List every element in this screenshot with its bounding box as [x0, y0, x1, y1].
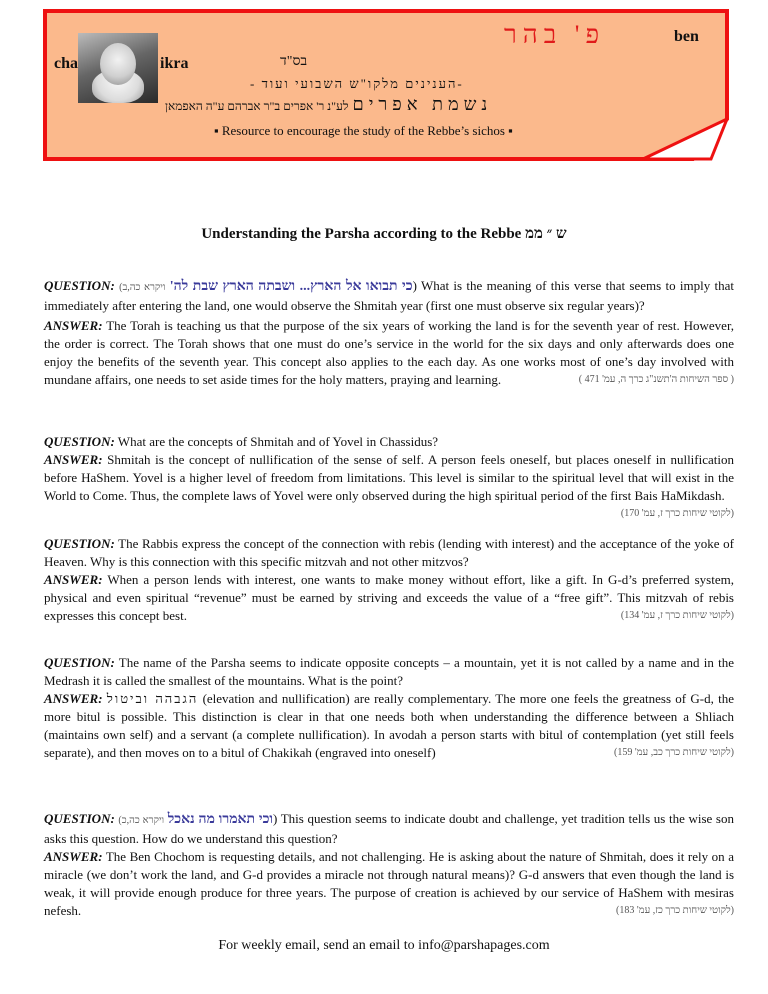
question-label: QUESTION: [44, 811, 115, 826]
question-text: The Rabbis express the concept of the connection with rebis (lending with interest) and the acceptance of the yoke of Heaven. Why is this connection with this specific mitzvah and not other mitzvos? [44, 536, 734, 569]
answer-text: (elevation and nullification) are really complementary. The more one feels the greatness of G-d, the more bitul is possible. This distinction is clear in that one needs both when understanding the difference between a Shliach (maintains own self) and a servant (a complete nullification). In avodah a person starts with bitul of contemplation (yet still feels separate), and then moves on to a bitul of Chakikah (engraved into oneself) [44, 691, 735, 760]
answer-text: The Torah is teaching us that the purpose of the six years of working the land is for the seventh year of rest. However, the order is correct. The Torah shows that one must do one’s service in the world for the six days and only afterwards does one enjoy the benefits of the seventh year. This concept also applies to the each day. As one works most of one’s day involved with mundane affairs, one needs to set aside times for the holy matters, praying and learning. [44, 318, 734, 387]
bsd-mark: בס"ד [280, 54, 308, 69]
page-title: Understanding the Parsha according to the Rebbe ש ״ ממ [201, 226, 567, 242]
question-label: QUESTION: [44, 536, 115, 551]
verse-hebrew: כי תבואו אל הארץ... ושבתה הארץ שבת לה' [169, 279, 413, 294]
qa-item-2 [44, 433, 734, 523]
dedication-main: נשמת אפרים [352, 94, 493, 114]
qa-item-4 [44, 654, 734, 762]
answer-2 [44, 451, 734, 519]
answer-4 [44, 690, 734, 762]
rebbe-portrait [78, 33, 158, 103]
question-label: QUESTION: [44, 278, 115, 293]
answer-source: (לקוטי שיחות כרך כב, עמ' 159) [613, 747, 734, 758]
dedication [165, 94, 492, 115]
question-5: QUESTION: (ויקרא כה,כ וכי תאמרו מה נאכל) This question seems to indicate doubt and challenge, yet tradition tells us the wise son asks this question. How do we understand this question? [44, 811, 734, 846]
question-text: The name of the Parsha seems to indicate opposite concepts – a mountain, yet it is not called by a name and in the Medrash it is called the smallest of the mountains. What is the point? [44, 655, 734, 688]
answer-label: ANSWER: [44, 572, 103, 587]
answer-label: ANSWER: [44, 691, 103, 706]
answer-3 [44, 571, 734, 625]
answer-source: (לקוטי שיחות כרך כז, עמ' 183) [616, 905, 734, 916]
subtitle-hebrew: -הענינים מלקו"ש השבועי ועוד - [250, 76, 464, 91]
answer-hebrew-term: הגבהה וביטול [106, 691, 199, 706]
vayikra-text: ikra [160, 55, 189, 72]
verse-source: (ויקרא כה,כ [118, 815, 165, 826]
question-1: QUESTION: (ויקרא כה,ב כי תבואו אל הארץ... ושבתה הארץ שבת לה') What is the meaning of this verse that seems to imply that immediately after entering the land, one would observe the Shmitah year (first one must observe six regular years)? [44, 278, 735, 313]
question-text: What is the meaning of this verse that seems to imply that immediately after entering the land, one would observe the Shmitah year (first one must observe six regular years)? [44, 278, 735, 313]
answer-text: When a person lends with interest, one wants to make money without effort, like a gift. In G-d’s preferred system, physical and even spiritual “revenue” must be earned by striving and exceeds the value of a “free gift”. This mitzvah of rebis expresses this concept best. [44, 572, 734, 623]
question-4 [44, 654, 734, 690]
answer-label: ANSWER: [44, 318, 103, 333]
verse-hebrew: וכי תאמרו מה נאכל [167, 812, 274, 827]
verse-source: (ויקרא כה,ב [119, 282, 166, 293]
resource-line: ▪ Resource to encourage the study of the Rebbe’s sichos ▪ [214, 123, 513, 138]
answer-label: ANSWER: [44, 452, 103, 467]
answer-source: (לקוטי שיחות כרך ז, עמ' 134) [620, 610, 734, 621]
question-label: QUESTION: [44, 434, 115, 449]
answer-text: The Ben Chochom is requesting details, and not challenging. He is asking about the nature of Shmitah, does it rely on a miracle (we don’t work the land, and G-d provides a miracle not through natural means)? G-d answers that even though the land is weak, it will provide enough produce for three years. The purpose of creation is achieved by our service of HaShem with mesiras nefesh. [44, 849, 734, 918]
qa-item-1 [44, 277, 734, 389]
question-label: QUESTION: [44, 655, 115, 670]
answer-label: ANSWER: [44, 849, 103, 864]
answer-5 [44, 848, 734, 920]
question-text: This question seems to indicate doubt and challenge, yet tradition tells us the wise son asks this question. How do we understand this question? [44, 811, 734, 846]
answer-1 [44, 317, 734, 389]
qa-item-5 [44, 810, 734, 920]
question-text: What are the concepts of Shmitah and of Yovel in Chassidus? [114, 434, 439, 449]
chai-text: cha [54, 55, 78, 72]
answer-source: (לקוטי שיחות כרך ז, עמ' 170) [620, 508, 734, 519]
answer-source: ( ספר השיחות ה'תשנ"ג כרך ה, עמ' 471 ) [578, 374, 734, 385]
qa-item-3 [44, 535, 734, 625]
question-3 [44, 535, 734, 571]
parsha-name: פ' בהר [504, 20, 606, 49]
ben-text: ben [674, 28, 699, 45]
question-2 [44, 433, 734, 451]
answer-text: Shmitah is the concept of nullification of the sense of self. A person feels oneself, but places oneself in nullification before HaShem. Yovel is a higher level of freedom from limitations. This level is similar to the spiritual level that will exist in the World to Come. Thus, the complete laws of Yovel were only observed during the high spiritual period of the first Bais HaMikdash. [44, 452, 734, 503]
dedication-small: לע"נ ר' אפרים ב"ר אברהם ע"ה האפמאן [165, 99, 349, 113]
footer-email-line: For weekly email, send an email to info@parshapages.com [218, 938, 550, 953]
